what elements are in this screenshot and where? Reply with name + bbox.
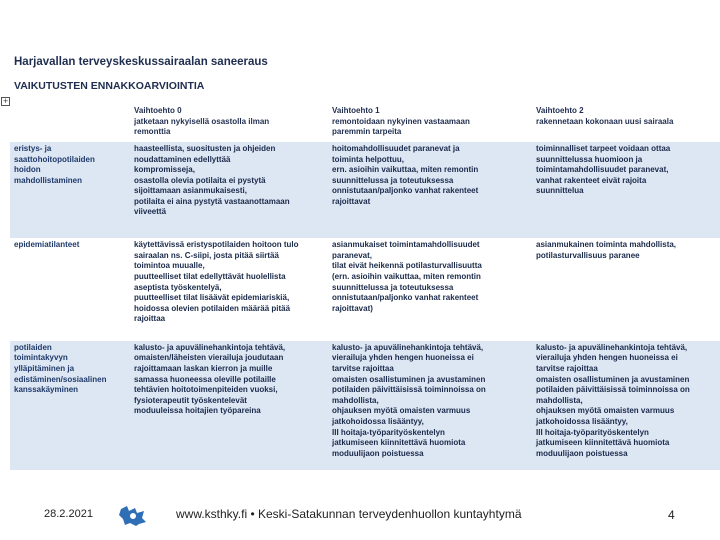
table-row (10, 142, 720, 238)
cell-line: kalusto- ja apuvälinehankintoja tehtävä, (134, 342, 286, 352)
header-line: paremmin tarpeita (332, 127, 402, 137)
cell-line: toimintamahdollisuudet paranevat, (536, 165, 669, 175)
row-label-line: mahdollistaminen (14, 175, 83, 185)
header-line: rakennetaan kokonaan uusi sairaala (536, 116, 674, 126)
cell-option-1 (328, 238, 532, 341)
cell-line: asianmukainen toiminta mahdollista, (536, 240, 677, 250)
cell-line: potilaiden päivittäisissä toiminnoissa on (536, 385, 690, 395)
cell-line: omaisten osallistuminen ja avustaminen (332, 374, 486, 384)
cell-line: jatkohoidossa lisääntyy, (536, 416, 628, 426)
cell-line: potilasturvallisuus paranee (536, 250, 640, 260)
cell-line: sairaalan ns. C-siipi, josta pitää siirtää (134, 250, 279, 260)
row-label-line: epidemiatilanteet (14, 240, 80, 250)
cell-line: III hoitaja-työparityöskentelyn (536, 427, 649, 437)
table-row (10, 238, 720, 341)
page-subtitle: VAIKUTUSTEN ENNAKKOARVIOINTIA (14, 80, 205, 92)
row-label-line: edistäminen/sosiaalinen (14, 374, 107, 384)
cell-line: kalusto- ja apuvälinehankintoja tehtävä, (332, 342, 484, 352)
cell-line: fysioterapeutit työskentelevät (134, 395, 247, 405)
header-line: remonttia (134, 127, 171, 137)
plus-box-icon[interactable]: + (2, 97, 9, 105)
cell-line: rajoittavat (332, 196, 371, 206)
cell-line: vierailuja yhden hengen huoneissa ei (536, 353, 678, 363)
row-label (10, 341, 130, 470)
cell-line: suunnittelua (536, 186, 584, 196)
cell-line: potilaiden päivittäisissä toiminnoissa on (332, 385, 486, 395)
cell-option-0 (130, 142, 328, 238)
cell-line: (ern. asioihin vaikuttaa, miten remontin (332, 272, 481, 282)
row-label-line: saattohoitopotilaiden (14, 154, 95, 164)
cell-line: viiveettä (134, 207, 167, 217)
header-line: Vaihtoehto 2 (536, 106, 584, 115)
page-number: 4 (668, 508, 675, 522)
cell-line: moduulijaon poistuessa (536, 448, 628, 458)
cell-line: tilat eivät heikennä potilasturvallisuutta (332, 261, 482, 271)
cell-line: vanhat rakenteet eivät rajoita (536, 175, 647, 185)
cell-line: tarvitse rajoittaa (332, 363, 394, 373)
cell-line: puutteelliset tilat edellyttävät huolellista (134, 272, 286, 282)
cell-line: mahdollista, (332, 395, 379, 405)
cell-line: suunnittelussa ja toteutuksessa (332, 175, 454, 185)
cell-line: tarvitse rajoittaa (536, 363, 598, 373)
cell-option-0 (130, 341, 328, 470)
cell-line: ohjauksen myötä omaisten varmuus (536, 406, 675, 416)
page-title: Harjavallan terveyskeskussairaalan saneeraus (14, 56, 268, 68)
cell-option-1 (328, 341, 532, 470)
cell-line: aseptista työskentelyä, (134, 282, 222, 292)
cell-line: kompromisseja, (134, 165, 195, 175)
header-line: remontoidaan nykyinen vastaamaan (332, 116, 470, 126)
cell-option-2 (532, 238, 720, 341)
row-label (10, 142, 130, 238)
cell-line: vierailuja yhden hengen huoneissa ei (332, 353, 474, 363)
cell-line: sijoittamaan asianmukaisesti, (134, 186, 247, 196)
header-cell-option-0 (130, 104, 328, 142)
cell-line: jatkohoidossa lisääntyy, (332, 416, 424, 426)
row-label-line: toimintakyvyn (14, 353, 68, 363)
cell-line: rajoittavat) (332, 303, 373, 313)
cell-line: noudattaminen edellyttää (134, 154, 231, 164)
cell-line: haasteellista, suositusten ja ohjeiden (134, 143, 276, 153)
cell-line: rajoittamaan laskan kierron ja muille (134, 363, 273, 373)
cell-line: moduuleissa hoitajien työpareina (134, 406, 261, 416)
row-label-line: kanssakäyminen (14, 385, 79, 395)
cell-line: onnistutaan/paljonko vanhat rakenteet (332, 293, 479, 303)
row-label-line: eristys- ja (14, 143, 52, 153)
cell-option-2 (532, 341, 720, 470)
cell-line: potilaita ei aina pystytä vastaanottamaan (134, 196, 290, 206)
cell-line: osastolla olevia potilaita ei pystytä (134, 175, 266, 185)
cell-line: käytettävissä eristyspotilaiden hoitoon tulo (134, 240, 299, 250)
cell-line: asianmukaiset toimintamahdollisuudet (332, 240, 480, 250)
cell-option-0 (130, 238, 328, 341)
cell-option-1 (328, 142, 532, 238)
cell-line: onnistutaan/paljonko vanhat rakenteet (332, 186, 479, 196)
cell-line: toiminnalliset tarpeet voidaan ottaa (536, 143, 671, 153)
cell-line: kalusto- ja apuvälinehankintoja tehtävä, (536, 342, 688, 352)
cell-line: ern. asioihin vaikuttaa, miten remontin (332, 165, 479, 175)
cell-line: ohjauksen myötä omaisten varmuus (332, 406, 471, 416)
footer-date: 28.2.2021 (44, 508, 93, 520)
cell-line: toiminta helpottuu, (332, 154, 404, 164)
cell-line: jatkumiseen kiinnitettävä huomiota (536, 438, 670, 448)
table-header-row (10, 104, 720, 142)
cell-line: omaisten/läheisten vierailuja joudutaan (134, 353, 284, 363)
cell-line: rajoittaa (134, 314, 166, 324)
assessment-table (10, 104, 720, 470)
row-label (10, 238, 130, 341)
cell-line: paranevat, (332, 250, 373, 260)
cell-line: hoidossa olevien potilaiden määrää pitää (134, 303, 291, 313)
cell-line: moduulijaon poistuessa (332, 448, 424, 458)
cell-option-2 (532, 142, 720, 238)
row-label-line: potilaiden (14, 342, 52, 352)
header-cell-option-1 (328, 104, 532, 142)
header-line: jatketaan nykyisellä osastolla ilman (134, 116, 270, 126)
cell-line: toimintoa muualle, (134, 261, 205, 271)
cell-line: III hoitaja-työparityöskentelyn (332, 427, 445, 437)
cell-line: hoitomahdollisuudet paranevat ja (332, 143, 460, 153)
table-row (10, 341, 720, 470)
cell-line: jatkumiseen kiinnitettävä huomiota (332, 438, 466, 448)
cell-line: omaisten osallistuminen ja avustaminen (536, 374, 690, 384)
header-line: Vaihtoehto 1 (332, 106, 380, 115)
header-cell-empty (10, 104, 130, 142)
row-label-line: ylläpitäminen ja (14, 363, 75, 373)
cell-line: suunnittelussa huomioon ja (536, 154, 643, 164)
cell-line: tehtävien hoitotoimenpiteiden vuoksi, (134, 385, 278, 395)
header-cell-option-2 (532, 104, 720, 142)
cell-line: mahdollista, (536, 395, 583, 405)
header-line: Vaihtoehto 0 (134, 106, 182, 115)
cell-line: puutteelliset tilat lisäävät epidemiariskiä, (134, 293, 290, 303)
ksthky-logo-icon (118, 505, 148, 527)
cell-line: samassa huoneessa oleville potilaille (134, 374, 276, 384)
row-label-line: hoidon (14, 165, 41, 175)
cell-line: suunnittelussa ja toteutuksessa (332, 282, 454, 292)
footer-organization: www.ksthky.fi • Keski-Satakunnan terveydenhuollon kuntayhtymä (176, 507, 522, 521)
